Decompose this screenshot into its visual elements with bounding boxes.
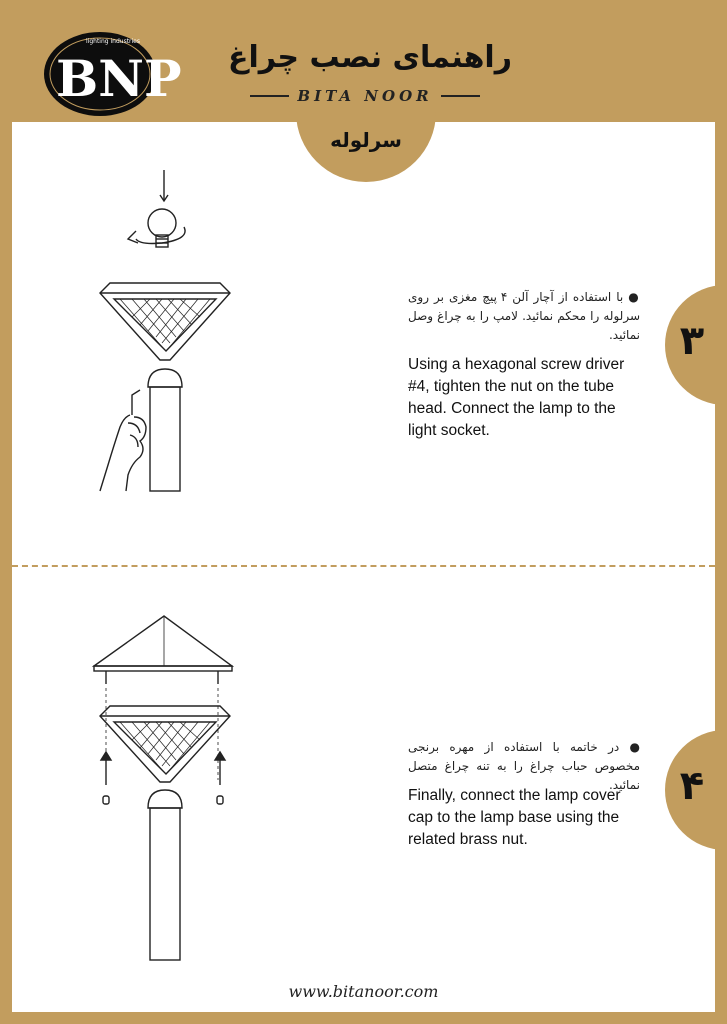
step4-illustration — [80, 610, 250, 965]
website-link[interactable]: www.bitanoor.com — [288, 982, 439, 1001]
logo-subtitle: lighting industries — [86, 38, 140, 45]
page-header — [0, 0, 727, 122]
brand-line-right — [441, 95, 480, 97]
brand-line-left — [250, 95, 289, 97]
section-divider — [12, 565, 715, 567]
step4-english-text: Finally, connect the lamp cover cap to the lamp base using the related brass nut. — [408, 787, 621, 848]
svg-text:BNP: BNP — [56, 49, 182, 108]
step3-persian-text: ● با استفاده از آچار آلن ۴ پیچ مغزی بر روی سرلوله را محکم نمائید. لامپ را به چراغ وصل نمائید. — [408, 290, 640, 342]
brand-row — [250, 86, 480, 106]
step3-number: ۳ — [679, 318, 705, 364]
page-title: راهنمای نصب چراغ — [227, 40, 512, 75]
step4-number: ۴ — [679, 763, 705, 809]
brand-name: BITA NOOR — [297, 87, 433, 105]
step4-persian-text: ● در خاتمه با استفاده از مهره برنجی مخصوص حباب چراغ را به تنه چراغ متصل نمائید. — [408, 740, 640, 792]
step3-english-text: Using a hexagonal screw driver #4, tighten the nut on the tube head. Connect the lamp to the light socket. — [408, 356, 625, 439]
section-tab-label: سرلوله — [330, 128, 402, 152]
step3-illustration — [80, 165, 250, 495]
